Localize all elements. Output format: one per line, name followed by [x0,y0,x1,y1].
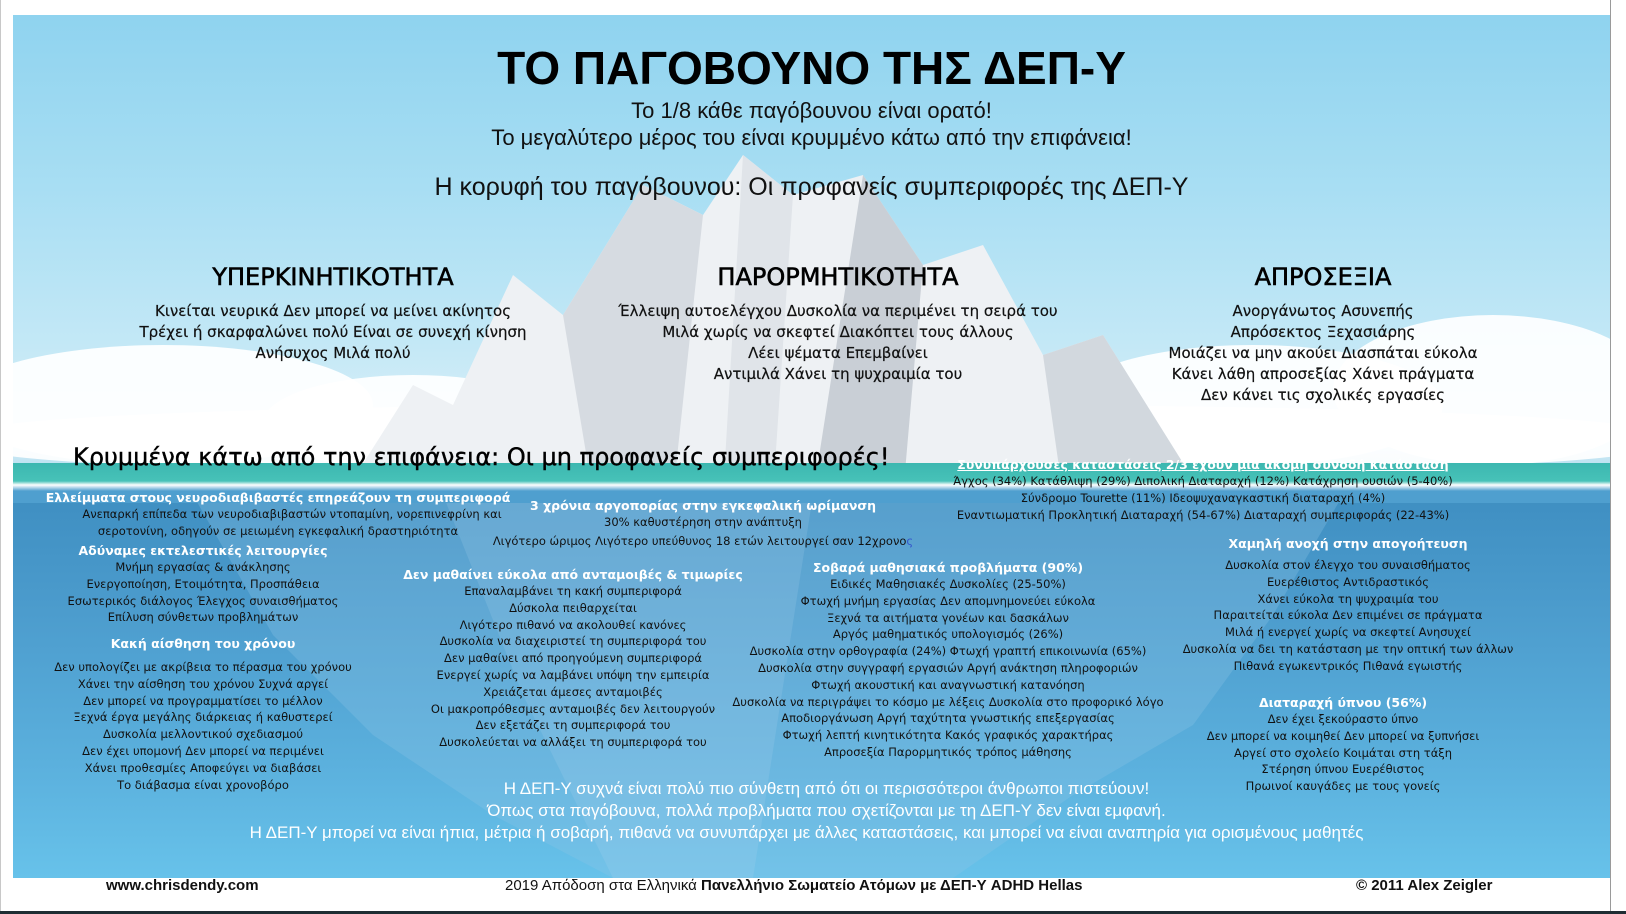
section-line: Δυσκολία στον έλεγχο του συναισθήματος [1225,558,1471,572]
section-line: Εναντιωματική Προκλητική Διαταραχή (54-67%) Διαταραχή συμπεριφοράς (22-43%) [956,507,1450,522]
section-rewards-punishments [403,567,743,751]
section-line: Αργεί στο σχολείο Κοιμάται στη τάξη [1234,745,1452,760]
footer-translation-credit [505,877,1082,894]
category-line: Μοιάζει να μην ακούει Διασπάται εύκολα [1168,344,1478,362]
section-line: Ξεχνά έργα μεγάλης διάρκειας ή καθυστερεί [73,710,333,725]
page-right-margin [1610,0,1626,914]
section-line: σεροτονίνη, οδηγούν σε μειωμένη εγκεφαλική δραστηριότητα [97,523,459,538]
section-line: Δυσκολία μελλοντικού σχεδιασμού [102,727,304,742]
section-executive-functions [43,543,363,626]
bottom-message-line: Η ΔΕΠ-Υ μπορεί να είναι ήπια, μέτρια ή σοβαρή, πιθανά να συνυπάρχει με άλλες καταστάσεις, και μπορεί να είναι αναπηρία για ορισμένους μαθητές [249,823,1364,842]
section-title: Αδύναμες εκτελεστικές λειτουργίες [78,543,328,558]
section-line: Στέρηση ύπνου Ευερέθιστος [1261,762,1425,777]
category-title: ΑΠΡΟΣΕΞΙΑ [1254,263,1392,291]
section-learning-problems [713,560,1183,761]
section-title: 3 χρόνια αργοπορίας στην εγκεφαλική ωρίμανση [530,498,876,513]
section-line: Δυσκολεύεται να αλλάξει τη συμπεριφορά του [439,735,707,750]
section-line: Δύσκολα πειθαρχείται [509,600,637,615]
tip-heading: Η κορυφή του παγόβουνου: Οι προφανείς συμπεριφορές της ΔΕΠ-Υ [434,173,1189,201]
section-line: Δυσκολία στην συγγραφή εργασιών Αργή ανάκτηση πληροφοριών [758,660,1138,675]
section-line: Το διάβασμα είναι χρονοβόρο [117,777,289,792]
section-title: Κακή αίσθηση του χρόνου [110,636,296,651]
section-line: Φτωχή λεπτή κινητικότητα Κακός γραφικός χαρακτήρας [782,728,1114,743]
section-line: Δυσκολία να περιγράψει το κόσμο με λέξεις Δυσκολία στο προφορικό λόγο [732,694,1164,709]
section-line: Μιλά ή ενεργεί χωρίς να σκεφτεί Ανησυχεί [1225,625,1471,640]
page-title: ΤΟ ΠΑΓΟΒΟΥΝΟ ΤΗΣ ΔΕΠ-Υ [497,42,1126,94]
section-line: Ενεργοποίηση, Ετοιμότητα, Προσπάθεια [86,576,320,591]
section-line: Άγχος (34%) Κατάθλιψη (29%) Διπολική Διαταραχή (12%) Κατάχρηση ουσιών (5-40%) [953,474,1453,488]
section-coexisting-conditions [943,457,1463,523]
hidden-behaviors-heading: Κρυμμένα κάτω από την επιφάνεια: Οι μη προφανείς συμπεριφορές! [73,443,890,471]
category-line: Μιλά χωρίς να σκεφτεί Διακόπτει τους άλλους [662,323,1014,341]
category-line: Λέει ψέματα Επεμβαίνει [748,344,928,362]
bottom-message-line: Η ΔΕΠ-Υ συχνά είναι πολύ πιο σύνθετη από ότι οι περισσότεροι άνθρωποι πιστεύουν! [503,779,1150,798]
section-line: Λιγότερο πιθανό να ακολουθεί κανόνες [459,617,687,632]
section-line [493,533,913,550]
section-line: Δεν εξετάζει τη συμπεριφορά του [475,718,671,733]
section-line: Δεν μαθαίνει από προηγούμενη συμπεριφορά [444,651,702,666]
section-sense-of-time [43,636,363,793]
category-impulsivity [598,263,1078,385]
section-title: Δεν μαθαίνει εύκολα από ανταμοιβές & τιμωρίες [403,567,743,582]
section-line: Πρωινοί καυγάδες με τους γονείς [1245,779,1441,794]
category-line: Δεν κάνει τις σχολικές εργασίες [1201,386,1445,404]
bottom-message [13,778,1610,844]
section-line: Δυσκολία να δει τη κατάσταση με την οπτική των άλλων [1182,641,1514,656]
section-line: Αργός μαθηματικός υπολογισμός (26%) [832,627,1064,642]
section-line: Ειδικές Μαθησιακές Δυσκολίες (25-50%) [830,577,1066,591]
section-line: Δεν έχει ξεκούραστο ύπνο [1267,712,1419,726]
section-line: Δεν μπορεί να κοιμηθεί Δεν μπορεί να ξυπνήσει [1206,728,1480,743]
section-line: Οι μακροπρόθεσμες ανταμοιβές δεν λειτουργούν [430,701,716,716]
category-title: ΠΑΡΟΡΜΗΤΙΚΟΤΗΤΑ [717,263,959,291]
section-line-text: Λιγότερο ώριμος Λιγότερο υπεύθυνος 18 ετών λειτουργεί σαν 12χρονο [492,533,907,548]
section-line: 30% καθυστέρηση στην ανάπτυξη [604,515,802,529]
section-line: Δεν υπολογίζει με ακρίβεια το πέρασμα του χρόνου [54,660,352,674]
section-line: Χρειάζεται άμεσες ανταμοιβές [483,684,663,699]
section-line: Μνήμη εργασίας & ανάκλησης [115,560,291,574]
section-line: Αποδιοργάνωση Αργή ταχύτητα γνωστικής επεξεργασίας [781,711,1115,726]
section-line: Χάνει προθεσμίες Αποφεύγει να διαβάσει [84,760,322,775]
subtitle-line-2: Το μεγαλύτερο μέρος του είναι κρυμμένο κάτω από την επιφάνεια! [491,125,1132,150]
category-line: Ανήσυχος Μιλά πολύ [255,344,411,362]
section-line: Δεν έχει υπομονή Δεν μπορεί να περιμένει [82,743,324,758]
section-line: Δεν μπορεί να προγραμματίσει το μέλλον [83,693,323,708]
footer-translation-prefix: 2019 Απόδοση στα Ελληνικά [505,877,697,894]
category-line: Αντιμιλά Χάνει τη ψυχραιμία του [713,365,963,383]
section-line: Απροσεξία Παρορμητικός τρόπος μάθησης [824,744,1072,759]
category-line: Έλλειψη αυτοελέγχου Δυσκολία να περιμένει τη σειρά του [618,302,1058,320]
subtitle-line-1: Το 1/8 κάθε παγόβουνου είναι ορατό! [631,98,992,123]
section-line: Επίλυση σύνθετων προβλημάτων [107,610,299,625]
category-line: Κινείται νευρικά Δεν μπορεί να μείνει ακίνητος [154,302,512,320]
section-line: Δυσκολία να διαχειριστεί τη συμπεριφορά του [439,634,707,649]
section-line: Χάνει εύκολα τη ψυχραιμία του [1257,591,1439,606]
section-brain-maturation [483,498,923,550]
category-inattention [1153,263,1493,406]
section-title: Ελλείμματα στους νευροδιαβιβαστές επηρεάζουν τη συμπεριφορά [45,490,511,505]
section-line: Ευερέθιστος Αντιδραστικός [1267,574,1429,589]
section-title: Διαταραχή ύπνου (56%) [1258,695,1428,710]
section-line: Ενεργεί χωρίς να λαμβάνει υπόψη την εμπειρία [436,667,710,682]
section-line: Εσωτερικός διάλογος Έλεγχος συναισθήματος [67,593,339,608]
section-neurotransmitters [43,490,513,540]
category-hyperactivity [113,263,553,364]
section-line: Χάνει την αίσθηση του χρόνου Συχνά αργεί [77,676,329,691]
section-line: Φτωχή μνήμη εργασίας Δεν απομνημονεύει εύκολα [800,593,1096,608]
section-title: Σοβαρά μαθησιακά προβλήματα (90%) [812,560,1084,575]
section-title: Συνυπάρχουσες καταστάσεις 2/3 έχουν μια ακόμη συνοδή κατάσταση [957,457,1449,472]
category-line: Απρόσεκτος Ξεχασιάρης [1230,323,1416,341]
section-line: Επαναλαμβάνει τη κακή συμπεριφορά [464,584,682,598]
category-line: Τρέχει ή σκαρφαλώνει πολύ Είναι σε συνεχή κίνηση [139,323,527,341]
footer-website: www.chrisdendy.com [106,877,259,894]
footer-translation-org: Πανελλήνιο Σωματείο Ατόμων με ΔΕΠ-Υ ADHD Hellas [701,877,1083,894]
section-line: Ανεπαρκή επίπεδα των νευροδιαβιβαστών ντοπαμίνη, νορεπινεφρίνη και [82,507,502,521]
section-title: Χαμηλή ανοχή στην απογοήτευση [1228,536,1468,551]
bottom-message-line: Όπως στα παγόβουνα, πολλά προβλήματα που σχετίζονται με τη ΔΕΠ-Υ δεν είναι εμφανή. [487,801,1166,820]
section-line-last-letter: ς [906,533,914,548]
section-line: Ξεχνά τα αιτήματα γονέων και δασκάλων [827,610,1069,625]
footer-copyright: © 2011 Alex Zeigler [1356,877,1493,894]
section-line: Δυσκολία στην ορθογραφία (24%) Φτωχή γραπτή επικοινωνία (65%) [749,644,1147,659]
category-line: Ανοργάνωτος Ασυνεπής [1232,302,1414,320]
section-line: Φτωχή ακουστική και αναγνωστική κατανόηση [811,677,1085,692]
section-line: Παραιτείται εύκολα Δεν επιμένει σε πράγματα [1213,608,1483,623]
section-frustration-tolerance [1173,536,1523,675]
section-line: Πιθανά εγωκεντρικός Πιθανά εγωιστής [1233,658,1463,673]
section-line: Σύνδρομο Tourette (11%) Ιδεοψυχαναγκαστική διαταραχή (4%) [1020,490,1386,505]
iceberg-poster [13,15,1610,878]
category-line: Κάνει λάθη απροσεξίας Χάνει πράγματα [1171,365,1475,383]
category-title: ΥΠΕΡΚΙΝΗΤΙΚΟΤΗΤΑ [212,263,454,291]
